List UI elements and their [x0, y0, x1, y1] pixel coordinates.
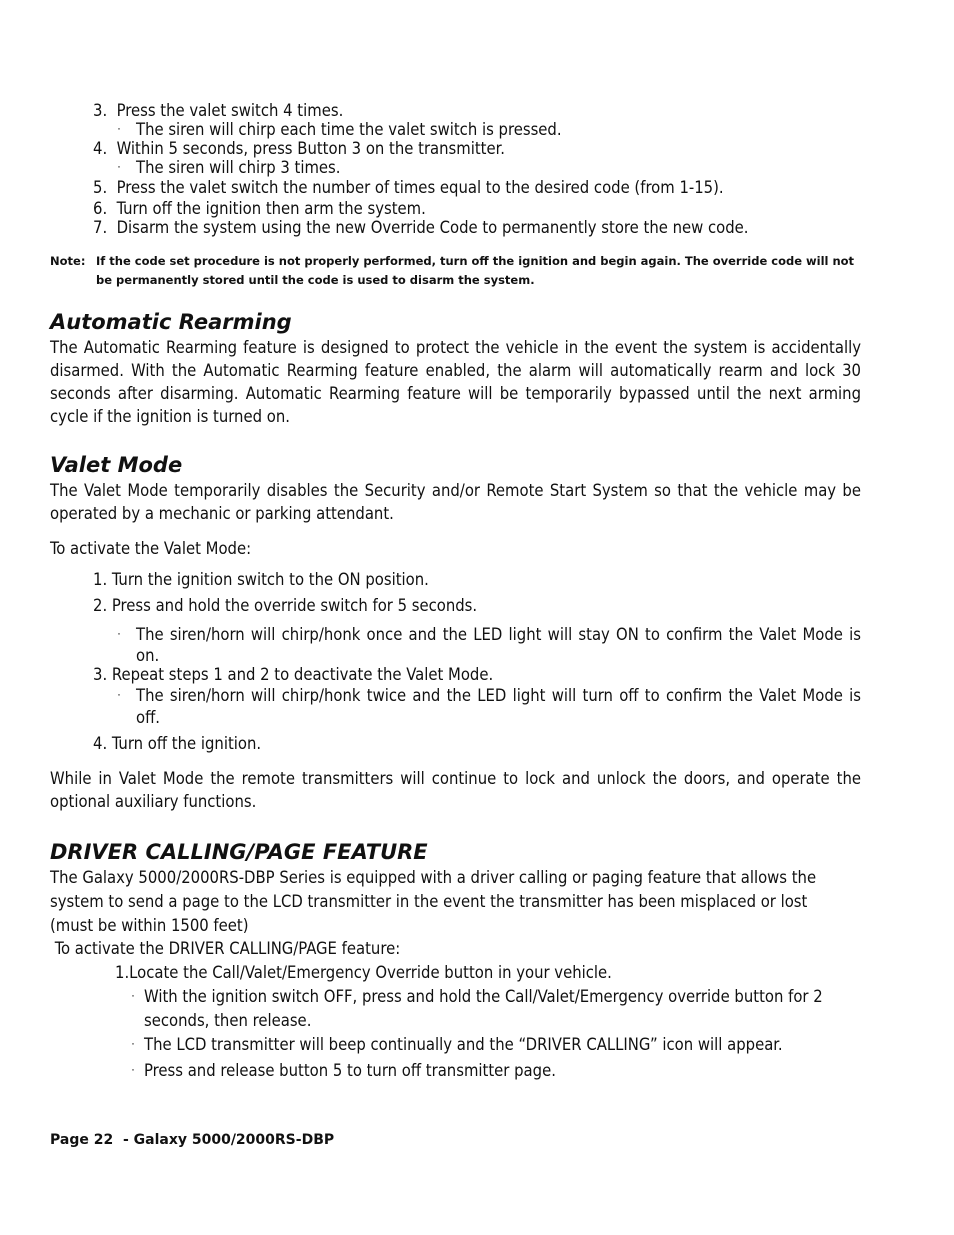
step-text: Turn off the ignition then arm the system. [116, 199, 426, 218]
valet-step-3-bullet-line-1: The siren/horn will chirp/honk twice and the LED light will turn off to confirm the Valet Mode is [136, 686, 861, 705]
step-number: 3. [93, 101, 108, 120]
valet-intro-line-2: operated by a mechanic or parking attendant. [50, 504, 394, 523]
step-3 [93, 101, 343, 121]
driver-bullet-3: Press and release button 5 to turn off transmitter page. [144, 1061, 556, 1080]
note-line-2: be permanently stored until the code is used to disarm the system. [96, 273, 535, 287]
valet-step-1: 1. Turn the ignition switch to the ON position. [93, 570, 429, 589]
driver-bullet-1-line-2: seconds, then release. [144, 1011, 312, 1030]
auto-rearm-line-3: seconds after disarming. Automatic Rearming feature will be temporarily bypassed until the next arming [50, 384, 861, 403]
note-line-1: If the code set procedure is not properly performed, turn off the ignition and begin again. The override code will not [96, 254, 855, 268]
valet-step-4: 4. Turn off the ignition. [93, 734, 262, 753]
heading-driver-calling: DRIVER CALLING/PAGE FEATURE [50, 840, 428, 864]
step-text: Press the valet switch the number of times equal to the desired code (from 1-15). [116, 178, 724, 197]
valet-activate-text: To activate the Valet Mode: [50, 539, 252, 558]
bullet-icon: · [131, 1062, 135, 1076]
driver-line-1: The Galaxy 5000/2000RS-DBP Series is equipped with a driver calling or paging feature that allows the [50, 868, 817, 887]
note-label: Note: [50, 254, 86, 268]
step-text: Press the valet switch 4 times. [116, 101, 344, 120]
bullet-icon: · [117, 687, 121, 701]
bullet-icon: · [117, 626, 121, 640]
driver-step-1: 1.Locate the Call/Valet/Emergency Override button in your vehicle. [115, 963, 612, 982]
page-footer: Page 22 - Galaxy 5000/2000RS-DBP [50, 1132, 335, 1148]
step-3-bullet: The siren will chirp each time the valet switch is pressed. [136, 120, 562, 139]
step-5 [93, 178, 724, 198]
step-7 [93, 218, 749, 238]
valet-step-2-bullet-line-1: The siren/horn will chirp/honk once and the LED light will stay ON to confirm the Valet Mode is [136, 625, 861, 644]
step-text: Disarm the system using the new Override Code to permanently store the new code. [116, 218, 749, 237]
step-6 [93, 199, 426, 219]
step-4-bullet: The siren will chirp 3 times. [136, 158, 341, 177]
step-number: 4. [93, 139, 108, 158]
valet-step-2-bullet-line-2: on. [136, 646, 160, 665]
driver-bullet-2: The LCD transmitter will beep continually and the “DRIVER CALLING” icon will appear. [144, 1035, 783, 1054]
valet-outro-line-1: While in Valet Mode the remote transmitters will continue to lock and unlock the doors, and operate the [50, 769, 861, 788]
driver-bullet-1-line-1: With the ignition switch OFF, press and hold the Call/Valet/Emergency override button for 2 [144, 987, 823, 1006]
heading-valet-mode: Valet Mode [50, 453, 183, 477]
step-text: Within 5 seconds, press Button 3 on the transmitter. [116, 139, 505, 158]
auto-rearm-line-2: disarmed. With the Automatic Rearming feature enabled, the alarm will automatically rearm and lock 30 [50, 361, 861, 380]
step-number: 7. [93, 218, 108, 237]
step-4 [93, 139, 505, 159]
valet-step-3: 3. Repeat steps 1 and 2 to deactivate the Valet Mode. [93, 665, 494, 684]
valet-intro-line-1: The Valet Mode temporarily disables the Security and/or Remote Start System so that the vehicle may be [50, 481, 861, 500]
driver-activate-text: To activate the DRIVER CALLING/PAGE feature: [50, 939, 401, 958]
bullet-icon: · [131, 988, 135, 1002]
valet-step-2: 2. Press and hold the override switch for 5 seconds. [93, 596, 478, 615]
auto-rearm-line-4: cycle if the ignition is turned on. [50, 407, 290, 426]
valet-step-3-bullet-line-2: off. [136, 708, 161, 727]
driver-line-3: (must be within 1500 feet) [50, 916, 249, 935]
bullet-icon: · [117, 121, 121, 135]
bullet-icon: · [131, 1036, 135, 1050]
heading-automatic-rearming: Automatic Rearming [50, 310, 292, 334]
step-number: 6. [93, 199, 108, 218]
valet-outro-line-2: optional auxiliary functions. [50, 792, 257, 811]
auto-rearm-line-1: The Automatic Rearming feature is designed to protect the vehicle in the event the system is accidentally [50, 338, 861, 357]
driver-line-2: system to send a page to the LCD transmitter in the event the transmitter has been misplaced or lost [50, 892, 808, 911]
step-number: 5. [93, 178, 108, 197]
bullet-icon: · [117, 159, 121, 173]
